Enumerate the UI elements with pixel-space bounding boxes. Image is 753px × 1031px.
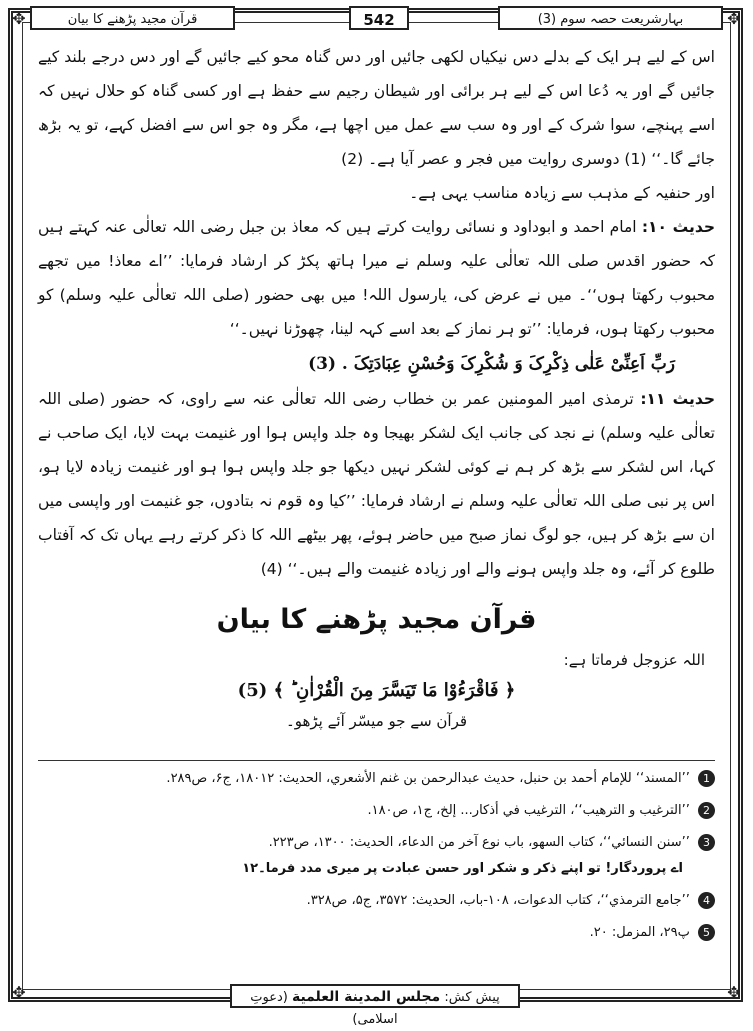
header-book-part: بہارشریعت حصہ سوم (3) <box>498 6 723 30</box>
paragraph-2: اور حنفیہ کے مذہب سے زیادہ مناسب یہی ہے۔ <box>409 184 715 202</box>
footnote-text: ’’سنن النسائي‘‘، كتاب السهو، باب نوع آخر من الدعاء، الحديث: ۱۳۰۰، ص۲۲۳. <box>268 835 690 850</box>
hadith-11-text: ترمذی امیر المومنین عمر بن خطاب رضی اللہ تعالٰی عنہ سے راوی، کہ حضور (صلی اللہ تعالٰی علیہ وسلم) نے نجد کی جانب ایک لشکر بھیجا وہ جلد واپس ہوا اور غنیمت بہت لایا، ایک صاحب نے کہا، اس لشکر سے بڑھ کر ہم نے کوئی لشکر نہیں دیکھا جو جلد واپس ہوا ہو اور غنیمت زیادہ لایا ہو، اس پر نبی صلی اللہ تعالٰی علیہ وسلم نے ارشاد فرمایا: ’’کیا وہ قوم نہ بتادوں، جو غنیمت اور واپسی میں ان سے بڑھ کر ہیں، جو لوگ نماز صبح میں حاضر ہوئے، پھر بیٹھے اللہ کا ذکر کرتے رہے یہاں تک کہ آفتاب طلوع کر آئے، وہ جلد واپس ہونے والے اور زیادہ غنیمت والے ہیں۔‘‘ (4) <box>38 390 715 578</box>
footnote-number: 3 <box>698 834 715 851</box>
footnote-number: 4 <box>698 892 715 909</box>
footnote-2 <box>38 800 715 822</box>
footnote-3-translation: اے پروردگار! تو اپنے ذکر و شکر اور حسن عبادت پر میری مدد فرما۔۱۲ <box>242 861 683 876</box>
footnote-5 <box>38 922 715 944</box>
hadith-11 <box>38 382 715 586</box>
page-number: 542 <box>349 6 409 30</box>
page-body <box>38 40 715 735</box>
footnote-list <box>38 768 715 944</box>
hadith-10-label: حدیث ۱۰: <box>641 218 715 236</box>
footnote-text: ’’المسند‘‘ للإمام أحمد بن حنبل، حديث عبدالرحمن بن غنم الأشعري، الحديث: ۱۸۰۱۲، ج۶، ص۲۸۹. <box>166 771 690 786</box>
paragraph-1: اس کے لیے ہر ایک کے بدلے دس نیکیاں لکھی جائیں اور دس گناہ محو کیے جائیں گے اور دس درجے بلند کیے جائیں گے اور یہ دُعا اس کے لیے ہر برائی اور شیطان رجیم سے حفظ ہے اور کسی گناہ کو حلال نہیں کہ اسے پہنچے، سوا شرک کے اور وہ سب سے عمل میں اچھا ہے، مگر وہ جو اس سے افضل کہے، تو یہ بڑھ جائے گا۔‘‘ (1) دوسری روایت میں فجر و عصر آیا ہے۔ (2) <box>38 48 715 168</box>
footnote-number: 1 <box>698 770 715 787</box>
section-title: قرآن مجید پڑھنے کا بیان <box>216 604 537 635</box>
footnote-4 <box>38 890 715 912</box>
footnote-text: پ۲۹، المزمل: ۲۰. <box>589 925 690 940</box>
footer-tag: (دعوتِ اسلامی) <box>250 990 398 1027</box>
verse-translation: قرآن سے جو میسّر آئے پڑھو۔ <box>285 712 468 730</box>
corner-ornament-icon: ✥ <box>12 983 26 1002</box>
page-header <box>30 4 723 32</box>
corner-ornament-icon: ✥ <box>727 983 741 1002</box>
hadith-10-text: امام احمد و ابوداود و نسائی روایت کرتے ہیں کہ معاذ بن جبل رضی اللہ تعالٰی عنہ کہتے ہیں کہ حضور اقدس صلی اللہ تعالٰی علیہ وسلم نے میرا ہاتھ پکڑ کر ارشاد فرمایا: ’’اے معاذ! میں تجھے محبوب رکھتا ہوں‘‘۔ میں نے عرض کی، یارسول اللہ! میں بھی حضور (صلی اللہ تعالٰی علیہ وسلم) کو محبوب رکھتا ہوں، فرمایا: ’’تو ہر نماز کے بعد اسے کہہ لینا، چھوڑنا نہیں۔‘‘ <box>38 218 715 338</box>
header-section-title: قرآن مجید پڑھنے کا بیان <box>30 6 235 30</box>
page-footer <box>230 984 520 1027</box>
footnote-text: ’’الترغيب و الترهيب‘‘، الترغيب في أذكار... إلخ، ج۱، ص۱۸۰. <box>367 803 690 818</box>
corner-ornament-icon: ✥ <box>727 9 741 28</box>
footer-label: پیش کش: <box>444 990 500 1005</box>
footnote-1 <box>38 768 715 790</box>
verse-intro: اللہ عزوجل فرماتا ہے: <box>563 651 705 669</box>
corner-ornament-icon: ✥ <box>12 9 26 28</box>
dua-arabic: رَبِّ اَعِنِّیْ عَلٰی ذِکْرِکَ وَ شُکْرِکَ وَحُسْنِ عِبَادَتِکَ . (3) <box>308 354 675 374</box>
footnote-3 <box>38 832 715 854</box>
quran-verse: ﴿ فَاقْرَءُوْا مَا تَیَسَّرَ مِنَ الْقُرْاٰنِ ؕ ﴾ (5) <box>237 680 516 701</box>
footnote-text: ’’جامع الترمذي‘‘، كتاب الدعوات، ۱۰۸-باب، الحديث: ۳۵۷۲، ج۵، ص۳۲۸. <box>306 893 690 908</box>
footnote-number: 5 <box>698 924 715 941</box>
hadith-10 <box>38 210 715 346</box>
footnote-number: 2 <box>698 802 715 819</box>
hadith-11-label: حدیث ۱۱: <box>640 390 715 408</box>
footer-org: مجلس المدينة العلمية <box>291 989 441 1005</box>
footnote-divider <box>38 760 715 761</box>
